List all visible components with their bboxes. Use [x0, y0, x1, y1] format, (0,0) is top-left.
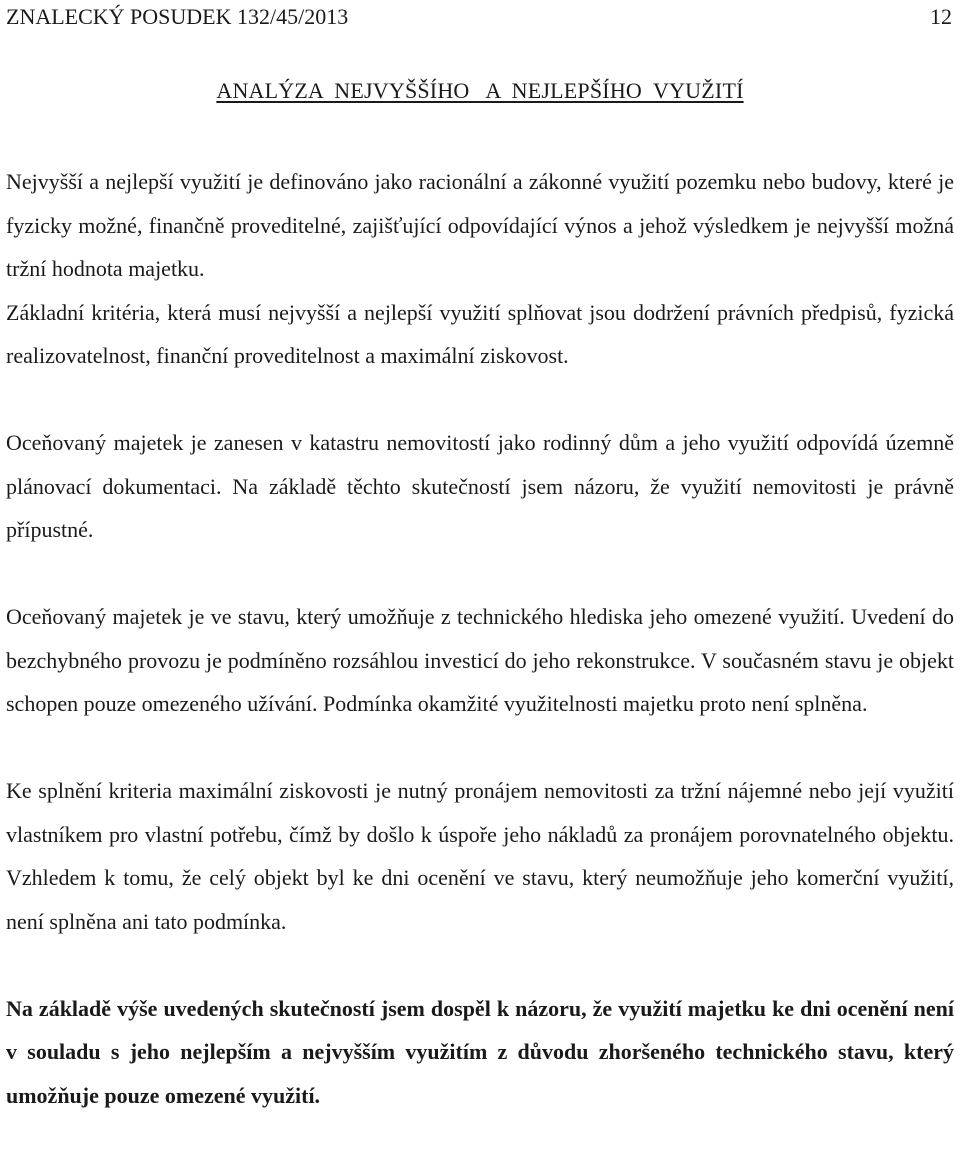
section-title: ANALÝZA NEJVYŠŠÍHO A NEJLEPŠÍHO VYUŽITÍ: [216, 78, 744, 103]
paragraph-profitability: Ke splnění kriteria maximální ziskovosti je nutný pronájem nemovitosti za tržní nájemné nebo její využití vlastníkem pro vlastní potřebu, čímž by došlo k úspoře jeho nákladů za pronájem porovnatelného objektu. Vzhledem k tomu, že celý objekt byl ke dni ocenění ve stavu, který neumožňuje jeho komerční využití, není splněna ani tato podmínka.: [6, 778, 954, 934]
paragraph-conclusion: Na základě výše uvedených skutečností jsem dospěl k názoru, že využití majetku ke dni ocenění není v souladu s jeho nejlepším a nejvyšším využitím z důvodu zhoršeného technického stavu, který umožňuje pouze omezené využití.: [6, 995, 954, 1108]
page-number: 12: [930, 4, 952, 29]
paragraph-legal-permissibility: Oceňovaný majetek je zanesen v katastru nemovitostí jako rodinný dům a jeho využití odpovídá územně plánovací dokumentaci. Na základě těchto skutečností jsem názoru, že využití nemovitosti je právně přípustné.: [6, 430, 954, 542]
paragraph-physical-state: Oceňovaný majetek je ve stavu, který umožňuje z technického hlediska jeho omezené využití. Uvedení do bezchybného provozu je podmíněno rozsáhlou investicí do jeho rekonstrukce. V současném stavu je objekt schopen pouze omezeného užívání. Podmínka okamžité využitelnosti majetku proto není splněna.: [6, 604, 954, 716]
document-body: [6, 160, 954, 1117]
paragraph-criteria: Základní kritéria, která musí nejvyšší a nejlepší využití splňovat jsou dodržení právních předpisů, fyzická realizovatelnost, finanční proveditelnost a maximální ziskovost.: [6, 299, 954, 368]
document-id: ZNALECKÝ POSUDEK 132/45/2013: [6, 4, 349, 29]
page-header: [6, 2, 952, 32]
paragraph-definition: Nejvyšší a nejlepší využití je definováno jako racionální a zákonné využití pozemku nebo budovy, které je fyzicky možné, finančně proveditelné, zajišťující odpovídající výnos a jehož výsledkem je nejvyšší možná tržní hodnota majetku.: [6, 169, 954, 281]
